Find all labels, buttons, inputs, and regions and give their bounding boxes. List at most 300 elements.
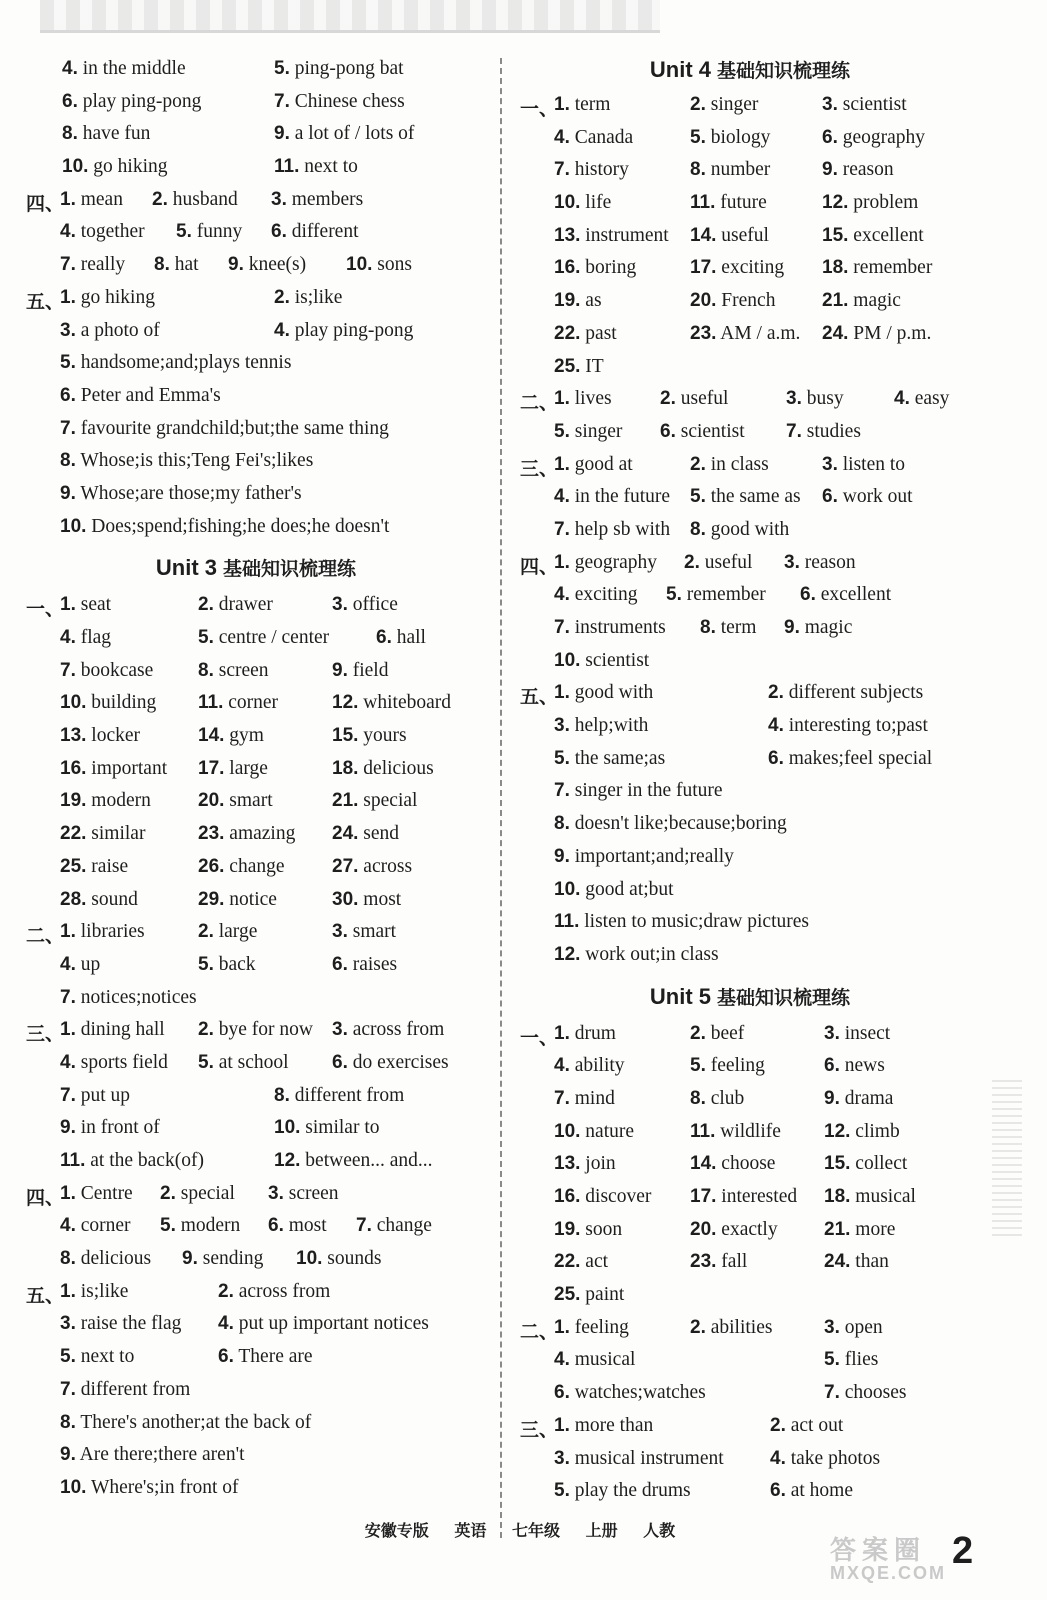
answer-item [274,1150,433,1172]
answer-line [26,723,486,756]
answer-number: 4. [554,584,570,606]
answer-item [60,1346,134,1368]
answer-number: 12. [274,1150,301,1171]
answer-text: open [844,1316,883,1338]
answer-number: 4. [770,1447,786,1469]
answer-item [770,1415,843,1437]
answer-text: busy [806,388,844,410]
answer-item [824,1251,889,1273]
answer-number: 5. [198,627,214,648]
answer-number: 12. [554,943,581,965]
answer-item [822,159,894,181]
answer-item [198,660,269,682]
answer-item [332,823,399,845]
answer-item [554,1317,629,1339]
answer-line [26,887,486,920]
answer-item [198,627,329,649]
answer-number: 7. [60,659,76,681]
answer-text: change [376,1215,432,1237]
answer-number: 16. [60,757,87,779]
answer-number: 9. [554,845,570,867]
answer-item [271,189,363,211]
answer-number: 11. [274,156,300,178]
answer-text: notice [229,888,277,910]
answer-line [520,582,980,615]
answer-line [520,1217,980,1250]
answer-text: wildlife [720,1120,781,1142]
answer-text: flies [844,1349,879,1371]
answer-text: across from [352,1019,445,1041]
answer-text: up [80,953,101,975]
answer-number: 10. [62,156,89,178]
answer-item [332,856,412,878]
answer-item [274,123,414,145]
answer-number: 9. [274,123,290,145]
answer-number: 11. [60,1150,86,1171]
answer-text: different [291,221,359,243]
answer-text: AM / a.m. [720,322,801,344]
answer-number: 8. [690,518,706,540]
answer-text: mind [574,1087,615,1109]
answer-number: 30. [332,888,359,910]
answer-item [822,127,925,149]
answer-line [26,383,486,416]
answer-item [784,552,856,574]
answer-item [60,1052,168,1074]
answer-line [520,1021,980,1054]
answer-text: next to [80,1346,135,1368]
answer-item [60,889,138,911]
answer-line [520,321,980,354]
section-marker: 五、 [26,1284,65,1307]
answer-item [60,987,197,1009]
answer-item [554,1219,622,1241]
answer-number: 7. [60,986,76,1008]
answer-item [690,486,801,508]
answer-text: office [352,594,398,616]
answer-line [520,1119,980,1152]
answer-item [554,682,653,704]
answer-text: excellent [853,224,924,246]
answer-line [520,517,980,550]
answer-item [60,660,153,682]
answer-text: delicious [363,757,434,779]
answer-number: 1. [554,453,570,475]
answer-item [60,790,151,812]
answer-text: most [288,1215,327,1237]
answer-number: 9. [822,159,838,181]
answer-number: 21. [824,1218,851,1240]
answer-text: similar [91,823,146,845]
answer-line [26,788,486,821]
answer-number: 4. [554,1349,570,1371]
answer-text: go hiking [93,156,168,178]
answer-item [356,1215,432,1237]
answer-text: Peter and Emma's [80,384,221,406]
answer-text: ping-pong bat [294,58,404,79]
answer-item [554,650,649,672]
answer-item [160,1183,235,1205]
answer-number: 6. [218,1346,234,1368]
answer-item [690,1055,765,1077]
answer-number: 8. [274,1084,290,1106]
answer-text: take photos [790,1447,881,1469]
answer-item [554,454,633,476]
answer-text: past [585,322,617,344]
answer-line [520,190,980,223]
answer-text: corner [228,692,279,714]
answer-text: life [585,192,612,214]
answer-number: 5. [60,1346,76,1368]
answer-item [60,758,167,780]
answer-item [824,1317,883,1339]
answer-line [520,1053,980,1086]
answer-number: 4. [62,58,78,79]
answer-number: 3. [332,1019,348,1041]
answer-line [26,1279,486,1312]
answer-text: hat [174,254,199,276]
answer-number: 8. [60,1248,76,1270]
answer-item [198,889,277,911]
answer-item [554,323,617,345]
answer-number: 5. [198,953,214,975]
answer-text: change [229,855,285,877]
answer-number: 10. [554,1120,581,1142]
answer-text: IT [585,355,604,377]
answer-number: 7. [554,617,570,638]
answer-text: as [585,290,602,312]
answer-text: useful [704,551,753,573]
answer-text: important;and;really [574,845,734,867]
answer-number: 3. [822,94,838,115]
answer-line [520,778,980,811]
answer-line [26,1344,486,1377]
answer-line [26,1475,486,1508]
answer-line [520,615,980,648]
answer-line [520,484,980,517]
answer-number: 3. [271,188,287,210]
answer-number: 4. [60,627,76,648]
answer-line [26,1115,486,1148]
answer-item [60,1477,239,1499]
answer-number: 7. [60,1084,76,1106]
answer-item [554,290,602,312]
answer-number: 1. [554,682,570,704]
top-edge-rule [40,30,660,33]
answer-text: put up [80,1084,131,1106]
answer-line [520,419,980,452]
answer-text: watches;watches [574,1382,706,1404]
section-marker: 三、 [26,1023,65,1046]
answer-item [554,225,669,247]
answer-item [690,257,784,279]
answer-line [26,756,486,789]
answer-number: 4. [554,126,570,148]
answer-item [554,1382,706,1404]
answer-item [824,1121,900,1143]
answer-number: 2. [160,1182,176,1204]
answer-number: 7. [356,1215,372,1237]
answer-text: gym [229,725,264,747]
answer-text: biology [710,126,771,148]
answer-text: instrument [585,224,669,246]
answer-text: in the future [574,486,671,508]
answer-item [690,94,758,116]
section-marker: 四、 [520,555,559,578]
answer-item [198,692,278,714]
answer-number: 4. [60,1051,76,1073]
answer-item [60,418,389,440]
answer-number: 5. [160,1215,176,1237]
answer-line [26,121,486,154]
answer-item [690,1186,797,1208]
answer-number: 20. [690,1218,717,1240]
answer-text: do exercises [352,1051,449,1073]
answer-item [554,944,719,966]
answer-text: put up important notices [238,1313,429,1335]
answer-text: French [721,290,776,312]
answer-item [690,1251,747,1273]
answer-number: 6. [800,584,816,606]
answer-item [274,156,358,178]
answer-text: Whose;are those;my father's [80,482,302,504]
answer-line [26,89,486,122]
answer-line [520,909,980,942]
answer-item [198,856,285,878]
answer-text: yours [363,725,407,747]
answer-item [154,254,199,276]
answer-text: singer [710,94,759,115]
answer-item [60,1183,133,1205]
answer-number: 1. [554,1414,570,1436]
answer-number: 19. [60,790,87,812]
answer-text: useful [680,388,729,410]
answer-item [554,127,633,149]
answer-item [768,715,928,737]
answer-item [554,584,638,606]
answer-text: exciting [721,257,785,279]
answer-item [176,221,242,243]
answer-number: 8. [60,1411,76,1433]
answer-text: corner [80,1215,131,1237]
answer-number: 19. [554,290,581,312]
answer-text: Does;spend;fishing;he does;he doesn't [91,515,390,537]
answer-number: 7. [60,1378,76,1400]
answer-number: 17. [198,757,225,779]
answer-number: 10. [60,692,87,714]
answer-number: 1. [60,921,76,943]
answer-number: 11. [554,911,580,933]
answer-number: 2. [690,94,706,115]
answer-number: 6. [271,221,287,243]
answer-item [60,254,125,276]
answer-text: smart [352,921,397,943]
answer-text: raise the flag [80,1313,182,1335]
answer-item [554,617,666,639]
answer-item [271,221,359,243]
answer-line [520,288,980,321]
answer-number: 13. [554,1153,581,1175]
answer-line [26,625,486,658]
answer-number: 7. [554,518,570,540]
answer-item [554,1448,724,1470]
answer-item [274,287,342,309]
answer-item [822,225,924,247]
answer-item [768,682,923,704]
footer-subject: 英语 [454,1521,487,1540]
answer-item [60,1150,204,1172]
answer-number: 8. [554,813,570,835]
answer-text: large [218,921,258,943]
answer-text: special [180,1182,235,1204]
answer-number: 23. [690,322,717,344]
answer-text: drama [844,1087,894,1109]
answer-number: 1. [554,1022,570,1044]
answer-number: 4. [274,319,290,341]
answer-item [824,1055,885,1077]
answer-item [666,584,766,606]
answer-line [520,157,980,190]
answer-text: next to [304,156,358,178]
answer-text: building [91,692,157,714]
answer-number: 15. [824,1153,851,1175]
answer-text: exactly [721,1218,778,1240]
answer-item [554,1415,653,1437]
answer-text: singer [574,420,623,442]
section-marker: 三、 [520,457,559,480]
answer-item [62,91,201,113]
answer-line [26,1311,486,1344]
answer-item [768,748,932,770]
answer-number: 7. [824,1382,840,1404]
answer-number: 5. [274,58,290,79]
answer-number: 1. [60,1019,76,1041]
answer-item [554,715,648,737]
answer-number: 5. [198,1051,214,1073]
answer-item [60,483,302,505]
left-column [26,56,486,1508]
answer-number: 23. [198,823,225,845]
answer-number: 3. [60,319,76,341]
answer-number: 24. [824,1251,851,1273]
answer-item [198,823,295,845]
answer-number: 1. [554,94,570,115]
answer-number: 2. [690,1022,706,1044]
answer-item [822,94,907,116]
answer-item [554,1186,651,1208]
answer-line [520,844,980,877]
answer-number: 3. [268,1182,284,1204]
answer-text: more than [574,1414,654,1436]
answer-item [60,385,221,407]
answer-number: 15. [822,224,849,246]
answer-number: 2. [198,921,214,943]
answer-text: the same;as [574,747,666,769]
answer-item [690,225,769,247]
answer-number: 29. [198,888,225,910]
answer-line [26,952,486,985]
answer-number: 2. [198,1019,214,1041]
answer-number: 1. [60,1280,76,1302]
answer-number: 22. [554,322,581,344]
answer-item [690,1219,778,1241]
answer-number: 13. [60,725,87,747]
answer-item [554,748,665,770]
answer-item [690,159,770,181]
answer-number: 3. [786,388,802,410]
answer-number: 16. [554,1186,581,1207]
unit-subtitle: 基础知识梳理练 [717,60,851,82]
answer-number: 14. [198,725,225,747]
answer-item [554,1480,691,1502]
answer-text: scientist [842,94,907,115]
answer-text: centre / center [218,627,330,648]
answer-text: term [574,94,611,115]
answer-item [198,954,256,976]
answer-number: 9. [60,1117,76,1139]
answer-text: play ping-pong [294,319,414,341]
answer-number: 2. [768,682,784,704]
answer-number: 3. [784,551,800,573]
answer-item [332,1052,449,1074]
answer-text: paint [585,1284,625,1306]
answer-number: 4. [768,715,784,737]
answer-text: feeling [574,1316,629,1338]
answer-item [554,1023,616,1045]
answer-text: choose [721,1153,776,1175]
answer-number: 27. [332,855,359,877]
answer-number: 7. [274,90,290,112]
answer-number: 5. [176,221,192,243]
answer-line [26,1050,486,1083]
answer-text: musical [855,1186,916,1207]
answer-item [332,692,451,714]
answer-item [822,486,913,508]
answer-text: There's another;at the back of [80,1411,312,1433]
answer-text: in the middle [82,58,186,79]
answer-item [554,879,674,901]
answer-number: 4. [894,388,910,410]
answer-line [26,318,486,351]
answer-number: 22. [60,823,87,845]
answer-item [690,1317,772,1339]
answer-item [60,189,123,211]
answer-number: 24. [822,322,849,344]
answer-item [60,1215,131,1237]
answer-number: 1. [554,388,570,410]
answer-text: at home [790,1480,854,1502]
answer-item [824,1349,878,1371]
answer-line [26,919,486,952]
answer-item [554,388,612,410]
answer-number: 2. [690,1316,706,1338]
answer-number: 5. [690,126,706,148]
answer-text: hall [396,627,426,648]
answer-line [26,821,486,854]
answer-number: 11. [690,192,716,214]
section-marker: 四、 [26,1186,65,1209]
answer-text: modern [91,790,151,812]
answer-text: modern [180,1215,241,1237]
answer-text: There are [238,1346,313,1368]
answer-text: is;like [80,1280,129,1302]
answer-number: 22. [554,1251,581,1273]
answer-item [60,921,145,943]
answer-text: magic [804,617,853,638]
answer-number: 12. [332,692,359,714]
right-column [520,56,980,1511]
answer-item [376,627,426,649]
